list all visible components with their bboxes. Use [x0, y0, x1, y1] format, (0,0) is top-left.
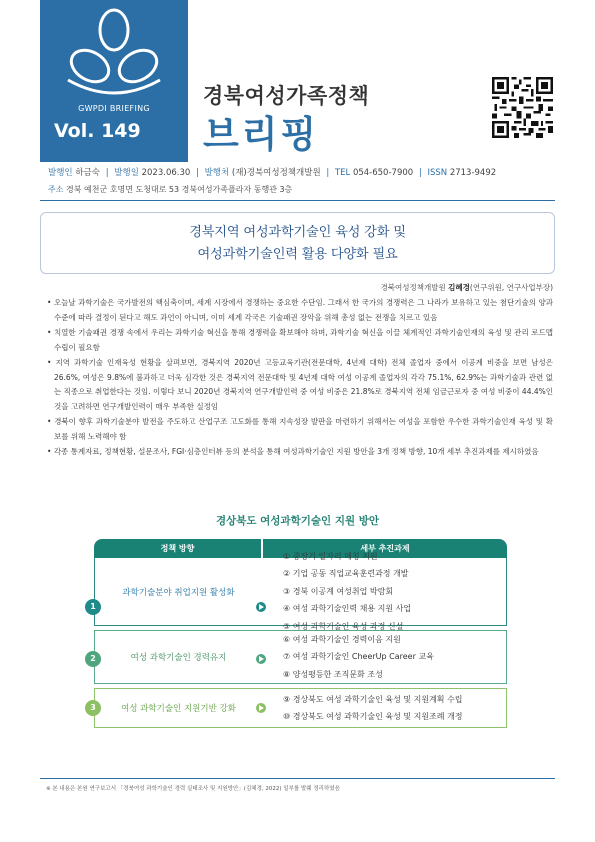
trefoil-logo-icon	[62, 6, 166, 102]
author-name: 김혜경	[448, 283, 470, 292]
arrow-right-icon	[256, 602, 266, 612]
policy-group-2	[94, 630, 507, 684]
group-number-badge: 3	[85, 700, 101, 716]
task-item: ⑨ 경상북도 여성 과학기술인 육성 및 지원계획 수립	[283, 694, 463, 704]
headline-line-2: 여성과학기술인력 활용 다양화 필요	[197, 247, 398, 262]
policy-direction-label: 여성 과학기술인 경력유지	[130, 653, 227, 663]
task-list	[283, 689, 498, 727]
section-title: 경상북도 여성과학기술인 지원 방안	[215, 515, 380, 527]
briefing-label: GWPDI BRIEFING	[78, 104, 150, 113]
headline-box	[40, 212, 555, 274]
task-item: ② 기업 공동 직업교육훈련과정 개발	[283, 569, 409, 579]
task-item: ③ 경북 이공계 여성취업 박람회	[283, 586, 394, 596]
task-item: ④ 여성 과학기술인력 채용 지원 사업	[283, 604, 412, 614]
publisher-name: 하금숙	[75, 168, 100, 178]
divider	[40, 200, 555, 201]
address-line: 주소 경북 예천군 호명면 도청대로 53 경북여성가족플라자 동행관 3층	[48, 185, 293, 194]
publish-date: 2023.06.30	[141, 168, 191, 178]
task-item: ① 중장기 일자리 매칭 지원	[283, 551, 378, 561]
list-item: • 치열한 기술패권 경쟁 속에서 우리는 과학기술 혁신을 통해 경쟁력을 확보해야 하며, 과학기술 혁신을 이끌 체계적인 과학기술인재의 육성 및 관리 로드맵 수립이 필요함	[47, 326, 553, 355]
author-line: 경북여성정책개발원 김혜경(연구위원, 연구사업부장)	[380, 283, 553, 292]
publication-title: 경북여성가족정책	[203, 84, 370, 108]
footnote: ※ 본 내용은 본원 연구보고서 「경북여성 과학기술인 경력 실태조사 및 지원방안」(김혜경, 2022) 일부를 발췌 정리하였음	[46, 786, 340, 792]
qr-code-icon	[489, 74, 556, 141]
policy-direction-label: 여성 과학기술인 지원기반 강화	[121, 704, 236, 714]
task-list	[283, 631, 498, 683]
headline-line-1: 경북지역 여성과학기술인 육성 강화 및	[189, 225, 406, 240]
task-item: ⑧ 양성평등한 조직문화 조성	[283, 669, 383, 679]
list-item: • 각종 통계자료, 정책현황, 설문조사, FGI·심층인터뷰 등의 분석을 통해 여성과학기술인 지원 방안을 3개 정책 방향, 10개 세부 추진과제를 제시하였음	[47, 445, 553, 460]
policy-group-1	[94, 551, 507, 631]
address: 경북 예천군 호명면 도청대로 53 경북여성가족플라자 동행관 3층	[66, 185, 293, 194]
list-item: • 오늘날 과학기술은 국가발전의 핵심축이며, 세계 시장에서 경쟁하는 중요한 수단임. 그래서 한 국가의 경쟁력은 그 나라가 보유하고 있는 첨단기술의 양과 수준에 따라 결정이 된다고 해도 과언이 아니며, 이미 세계 각국은 기술패권 장악을 위해 총성 없는 전쟁을 치르고 있음	[47, 296, 553, 325]
arrow-right-icon	[256, 703, 266, 713]
publication-meta: 발행인 하금숙 | 발행일 2023.06.30 | 발행처 (재)경북여성정책개발원 | TEL 054-650-7900 | ISSN 2713-9492	[48, 168, 497, 178]
group-number-badge: 1	[85, 599, 101, 615]
arrow-right-icon	[256, 654, 266, 664]
task-list	[283, 551, 498, 631]
volume-number: Vol. 149	[54, 120, 141, 142]
task-item: ⑦ 여성 과학기술인 CheerUp Career 교육	[283, 652, 434, 662]
column-header-direction: 정책 방향	[94, 539, 261, 558]
column-header-tasks: 세부 추진과제	[263, 539, 507, 558]
list-item: • 지역 과학기술 인재육성 현황을 살펴보면, 경북지역 2020년 고등교육기관(전문대학, 4년제 대학) 전체 졸업자 중에서 이공계 비중을 보면 남성은 26.6%, 여성은 9.8%에 불과하고 더욱 심각한 것은 경북지역 전문대학 및 4년제 대학 여성 이공계 졸업자의 각각 75.1%, 62.9%는 과학기술과 관련 없는 직종으로 취업한다는 것임. 이렇다 보니 2020년 경북지역 연구개발인력 중 여성 비중은 21.8%로 경북지역 전체 임금근로자 중 여성 비중이 44.4%인 것을 고려하면 연구개발인력이 매우 부족한 실정임	[47, 356, 553, 414]
list-item: • 경북이 향후 과학기술분야 발전을 주도하고 산업구조 고도화를 통해 지속성장 발판을 마련하기 위해서는 여성을 포함한 우수한 과학기술인재 육성 및 확보를 위해 노력해야 함	[47, 415, 553, 444]
task-item: ⑩ 경상북도 여성 과학기술인 육성 및 지원조례 개정	[283, 712, 463, 721]
telephone: 054-650-7900	[352, 168, 414, 178]
task-item: ⑥ 여성 과학기술인 경력이음 지원	[283, 634, 401, 644]
policy-direction-label: 과학기술분야 취업지원 활성화	[122, 587, 235, 598]
task-item: ⑤ 여성 과학기술인 육성 과정 신설	[283, 621, 404, 631]
publication-title-main: 브리핑	[203, 113, 320, 156]
issn: 2713-9492	[449, 168, 497, 178]
policy-group-3	[94, 688, 507, 728]
group-number-badge: 2	[85, 651, 101, 667]
divider	[40, 778, 555, 779]
publisher-org: (재)경북여성정책개발원	[231, 168, 321, 178]
summary-list	[47, 296, 553, 461]
masthead-band	[40, 0, 188, 162]
